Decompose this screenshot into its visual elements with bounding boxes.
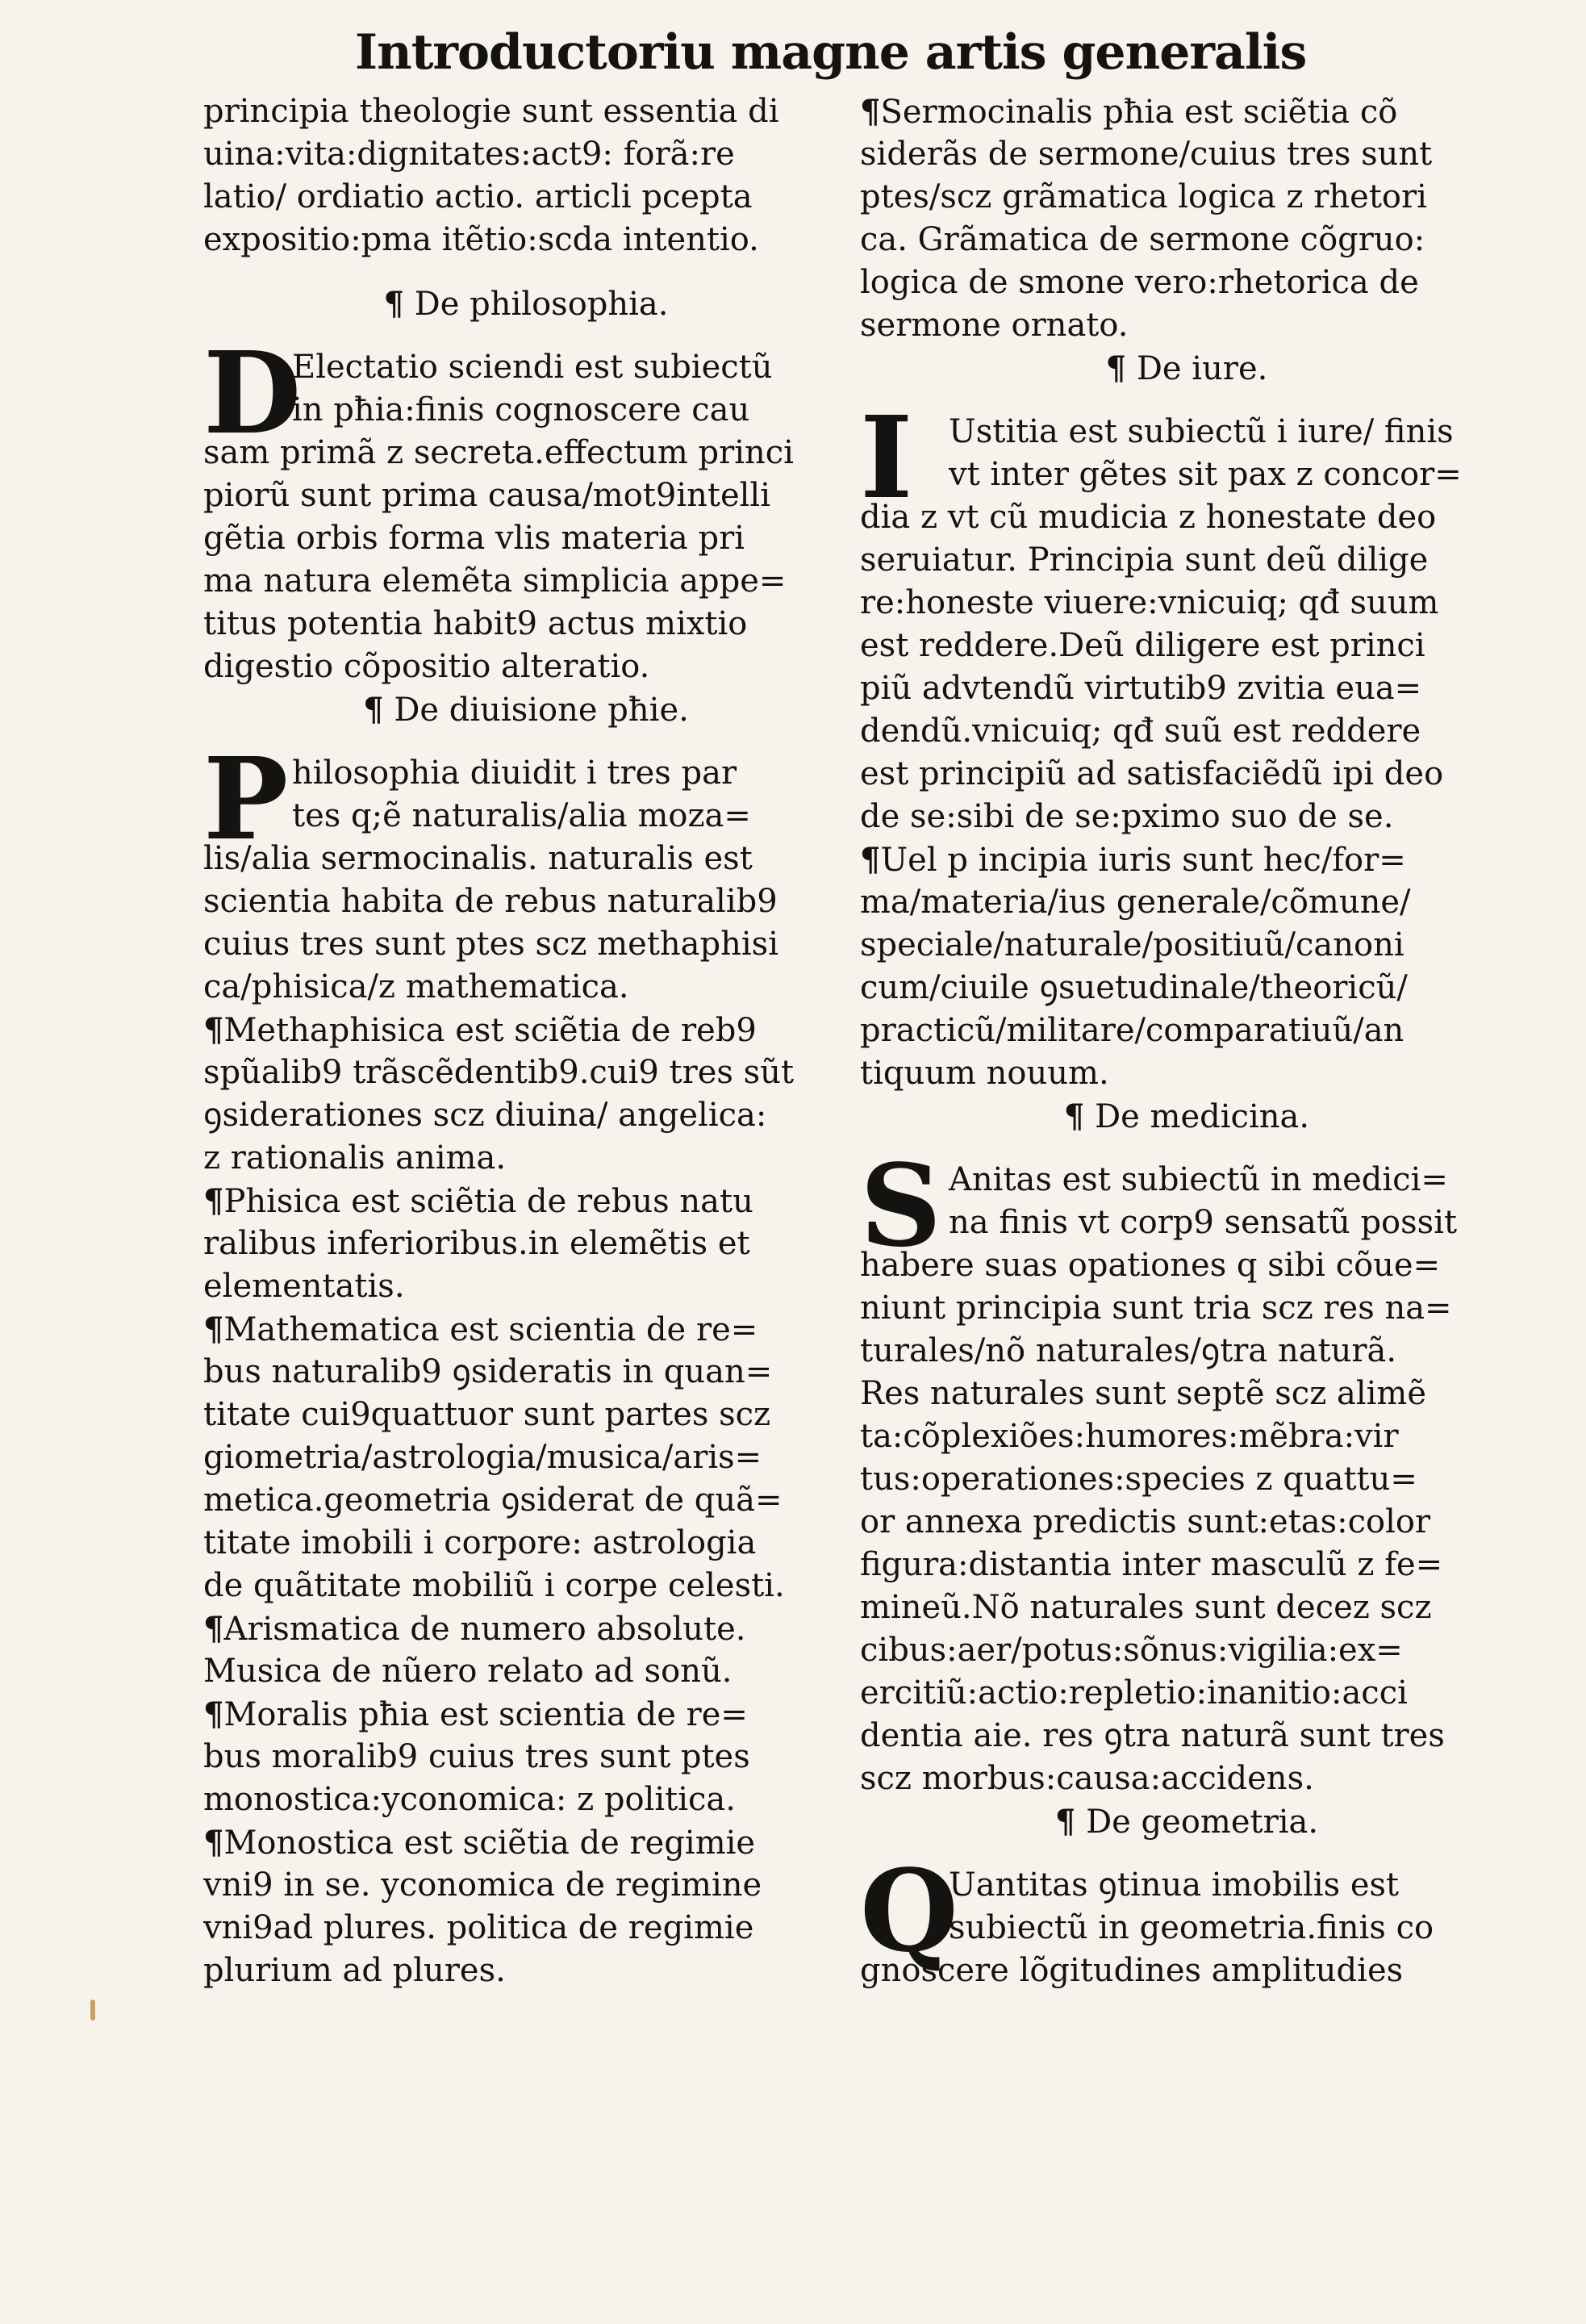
- text-line: tus:operationes:species z quattu=: [860, 1461, 1417, 1498]
- text-line: Res naturales sunt septẽ scz alimẽ: [860, 1375, 1427, 1412]
- text-line: or annexa predictis sunt:etas:color: [860, 1503, 1431, 1540]
- text-line: niunt principia sunt tria scz res na=: [860, 1289, 1452, 1327]
- heading-text: De geometria.: [1086, 1804, 1319, 1841]
- section-heading-philosophia: [203, 282, 849, 325]
- section-heading-divisione: [203, 688, 849, 731]
- text-line: sermone ornato.: [860, 307, 1129, 344]
- text-line: [203, 1180, 849, 1223]
- section-heading-iure: [860, 347, 1513, 390]
- divisione-paragraph: [203, 734, 849, 1992]
- text-line: scientia habita de rebus naturalib9: [203, 883, 778, 920]
- text-line: plurium ad plures.: [203, 1952, 506, 1989]
- paragraph-mark-icon: ¶: [1054, 1803, 1076, 1841]
- iure-paragraph: [860, 392, 1513, 1095]
- text-line: speciale/naturale/positiuũ/canoni: [860, 926, 1404, 963]
- text-line: latio/ ordiatio actio. articli pcepta: [203, 178, 753, 215]
- line-text: Phisica est sciẽtia de rebus natu: [223, 1183, 753, 1220]
- text-line: sam primã z secreta.effectum princi: [203, 434, 794, 471]
- initial-letter: D: [203, 328, 302, 460]
- text-line: vni9 in se. yconomica de regimine: [203, 1866, 762, 1904]
- text-line: piũ advtendũ virtutib9 zvitia eua=: [860, 670, 1422, 707]
- text-line: principia theologie sunt essentia di: [203, 93, 779, 130]
- text-line: Anitas est subiectũ in medici=: [949, 1161, 1448, 1198]
- text-line: gnoscere lõgitudines amplitudies: [860, 1952, 1404, 1989]
- text-line: est reddere.Deũ diligere est princi: [860, 627, 1425, 664]
- text-line: uina:vita:dignitates:act9: forã:re: [203, 136, 735, 173]
- text-line: habere suas opationes q sibi cõue=: [860, 1247, 1441, 1284]
- text-line: z rationalis anima.: [203, 1139, 507, 1177]
- text-line: [203, 1693, 849, 1736]
- text-line: monostica:yconomica: z politica.: [203, 1781, 736, 1818]
- text-line: giometria/astrologia/musica/aris=: [203, 1439, 762, 1476]
- text-line: dendũ.vnicuiq; qđ suũ est reddere: [860, 713, 1421, 750]
- text-line: elementatis.: [203, 1268, 405, 1305]
- paragraph-mark-icon: ¶: [203, 1182, 224, 1220]
- text-line: cuius tres sunt ptes scz methaphisi: [203, 926, 778, 963]
- paragraph-mark-icon: ¶: [1063, 1097, 1085, 1135]
- paragraph-mark-icon: ¶: [203, 1695, 224, 1733]
- paragraph-mark-icon: ¶: [860, 841, 881, 879]
- section-heading-geometria: [860, 1800, 1513, 1843]
- line-text: Arismatica de numero absolute.: [223, 1611, 746, 1648]
- text-line: vni9ad plures. politica de regimie: [203, 1909, 754, 1946]
- text-line: [203, 1308, 849, 1351]
- text-line: re:honeste viuere:vnicuiq; qđ suum: [860, 584, 1439, 621]
- text-line: ma/materia/ius generale/cõmune/: [860, 884, 1411, 921]
- line-text: Uel p incipia iuris sunt hec/for=: [880, 842, 1406, 879]
- text-line: metica.geometria ꝯsiderat de quã=: [203, 1482, 783, 1519]
- line-text: Monostica est sciẽtia de regimie: [223, 1825, 756, 1862]
- geometria-paragraph: [860, 1845, 1513, 1992]
- philosophia-paragraph: [203, 328, 849, 688]
- line-text: Methaphisica est sciẽtia de reb9: [223, 1012, 757, 1049]
- text-line: cum/ciuile ꝯsuetudinale/theoricũ/: [860, 969, 1408, 1006]
- text-line: Electatio sciendi est subiectũ: [292, 349, 773, 386]
- text-line: siderãs de sermone/cuius tres sunt: [860, 136, 1433, 173]
- section-heading-medicina: [860, 1095, 1513, 1138]
- line-text: Sermocinalis pħia est sciẽtia cõ: [880, 94, 1398, 131]
- text-line: practicũ/militare/comparatiuũ/an: [860, 1012, 1404, 1049]
- text-line: ꝯsiderationes scz diuina/ angelica:: [203, 1097, 767, 1134]
- text-line: tiquum nouum.: [860, 1055, 1109, 1092]
- text-line: [203, 1821, 849, 1864]
- text-line: cibus:aer/potus:sõnus:vigilia:ex=: [860, 1632, 1403, 1669]
- paragraph-mark-icon: ¶: [383, 285, 404, 323]
- left-column: [203, 90, 849, 1992]
- text-line: digestio cõpositio alteratio.: [203, 648, 650, 685]
- paragraph-mark-icon: ¶: [203, 1610, 224, 1648]
- heading-text: De iure.: [1136, 350, 1268, 387]
- text-line: [203, 1009, 849, 1051]
- heading-text: De philosophia.: [414, 286, 669, 323]
- text-line: dentia aie. res ꝯtra naturã sunt tres: [860, 1717, 1445, 1754]
- initial-letter: I: [860, 392, 913, 525]
- line-text: Mathematica est scientia de re=: [223, 1311, 758, 1348]
- initial-letter: Q: [860, 1845, 958, 1978]
- text-line: na finis vt corp9 sensatũ possit: [949, 1204, 1458, 1241]
- text-line: ercitiũ:actio:repletio:inanitio:acci: [860, 1674, 1408, 1712]
- text-line: Ustitia est subiectũ i iure/ finis: [949, 413, 1454, 450]
- medicina-paragraph: [860, 1140, 1513, 1800]
- initial-letter: S: [860, 1140, 942, 1273]
- text-line: hilosophia diuidit i tres par: [292, 754, 737, 792]
- text-line: in pħia:finis cognoscere cau: [292, 391, 750, 428]
- text-line: spũalib9 trãscẽdentib9.cui9 tres sũt: [203, 1054, 795, 1091]
- text-line: titate cui9quattuor sunt partes scz: [203, 1396, 771, 1433]
- heading-text: De medicina.: [1095, 1098, 1310, 1135]
- text-line: tes q;ẽ naturalis/alia moza=: [292, 797, 751, 834]
- text-line: subiectũ in geometria.finis co: [949, 1909, 1434, 1946]
- paragraph-mark-icon: ¶: [860, 93, 881, 131]
- text-line: mineũ.Nõ naturales sunt decez scz: [860, 1589, 1432, 1626]
- paragraph-mark-icon: ¶: [203, 1011, 224, 1049]
- text-line: ma natura elemẽta simplicia appe=: [203, 562, 787, 600]
- text-line: de se:sibi de se:pximo suo de se.: [860, 798, 1394, 835]
- text-line: Uantitas ꝯtinua imobilis est: [949, 1866, 1400, 1904]
- right-column: [860, 90, 1513, 1992]
- text-line: ca. Grãmatica de sermone cõgruo:: [860, 221, 1425, 258]
- text-line: ta:cõplexiões:humores:mẽbra:vir: [860, 1418, 1399, 1455]
- text-line: ralibus inferioribus.in elemẽtis et: [203, 1225, 750, 1262]
- initial-letter: P: [203, 734, 289, 866]
- paragraph-mark-icon: ¶: [1105, 349, 1127, 387]
- text-line: [860, 90, 1513, 133]
- text-line: [860, 838, 1513, 881]
- paragraph-mark-icon: ¶: [203, 1824, 224, 1862]
- text-line: bus naturalib9 ꝯsideratis in quan=: [203, 1353, 773, 1390]
- text-line: turales/nõ naturales/ꝯtra naturã.: [860, 1332, 1397, 1369]
- line-text: Moralis pħia est scientia de re=: [223, 1696, 748, 1733]
- paragraph-mark-icon: ¶: [203, 1310, 224, 1348]
- paragraph-mark-icon: ¶: [363, 691, 384, 729]
- text-line: est principiũ ad satisfaciẽdũ ipi deo: [860, 755, 1444, 792]
- text-line: [203, 1607, 849, 1650]
- text-line: figura:distantia inter masculũ z fe=: [860, 1546, 1443, 1583]
- text-line: ptes/scz grãmatica logica z rhetori: [860, 178, 1427, 215]
- text-line: de quãtitate mobiliũ i corpe celesti.: [203, 1567, 785, 1604]
- text-line: scz morbus:causa:accidens.: [860, 1760, 1314, 1797]
- text-line: vt inter gẽtes sit pax z concor=: [949, 456, 1462, 493]
- text-line: piorũ sunt prima causa/mot9intelli: [203, 477, 771, 514]
- text-line: titus potentia habit9 actus mixtio: [203, 605, 748, 642]
- text-line: gẽtia orbis forma vlis materia pri: [203, 520, 745, 557]
- text-line: titate imobili i corpore: astrologia: [203, 1524, 757, 1561]
- text-line: seruiatur. Principia sunt deũ dilige: [860, 541, 1429, 579]
- text-line: bus moralib9 cuius tres sunt ptes: [203, 1738, 750, 1775]
- page-header: Introductoriu magne artis generalis: [355, 24, 1307, 81]
- text-line: ca/phisica/z mathematica.: [203, 968, 629, 1005]
- text-line: expositio:pma itẽtio:scda intentio.: [203, 221, 759, 258]
- margin-stain: [90, 2000, 95, 2021]
- text-line: logica de smone vero:rhetorica de: [860, 264, 1419, 301]
- text-line: Musica de nũero relato ad sonũ.: [203, 1653, 732, 1690]
- text-line: dia z vt cũ mudicia z honestate deo: [860, 499, 1437, 536]
- heading-text: De diuisione pħie.: [394, 692, 689, 729]
- text-line: lis/alia sermocinalis. naturalis est: [203, 840, 753, 877]
